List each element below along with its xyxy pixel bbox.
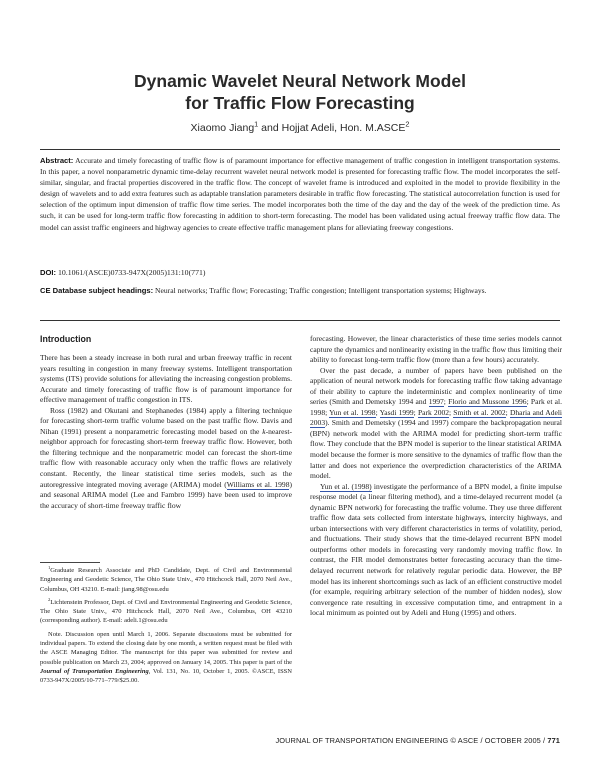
note-text-a: Note. Discussion open until March 1, 2006. Separate discussions must be submitted for individual papers. To extend the closing date by one month, a written request must be filed with the ASCE Managing Editor. The manuscript for this paper was submitted for review and possible publication on March 23, 2004; approved on January 14, 2005. This paper is part of the [40, 630, 292, 666]
intro-paragraph-4 [310, 366, 562, 482]
intro-p2-k: k [262, 426, 266, 436]
citation-link[interactable]: Yasdi 1999 [379, 407, 414, 417]
footer-journal: JOURNAL OF TRANSPORTATION ENGINEERING © ASCE / OCTOBER 2005 / [275, 736, 548, 745]
footnote-1 [40, 566, 292, 594]
intro-p2-text-b: -nearest-neighbor approach for forecasting short-term freeway traffic flow. However, both the filtering technique and the nonparametric model can forecast the short-time traffic flow with reasonable accuracy only when the traffic flows are relatively constant. Recently, the linear statistical time series models, such as the autoregressive integrated moving average (ARIMA) model ( [40, 426, 292, 489]
citation-link[interactable]: Smith et al. 2002 [453, 407, 506, 417]
separator: ; Park et al. 1998; [310, 397, 563, 417]
separator: ; [505, 407, 510, 417]
intro-paragraph-2 [40, 406, 292, 511]
citation-link[interactable]: Williams et al. 1998 [226, 479, 290, 489]
separator: ; [443, 397, 449, 407]
intro-paragraph-5 [310, 482, 562, 619]
author-2-affil: 2 [405, 119, 410, 129]
intro-paragraph-1: There has been a steady increase in both rural and urban freeway traffic in recent years resulting in congestion in many freeway systems. Intelligent transportation systems (ITS) provide solutions for alleviating the increasing congestion problems. Accurate and timely forecasting of traffic flow is of paramount importance for effective management of traffic congestion in ITS. [40, 353, 292, 405]
subject-headings-label: CE Database subject headings: [40, 286, 154, 295]
separator: ; [413, 407, 418, 417]
bottom-rule [40, 320, 560, 321]
footnote-rule [40, 562, 100, 563]
footnotes [40, 566, 292, 686]
abstract-label: Abstract: [40, 156, 74, 165]
page-footer [275, 736, 560, 745]
doi-line [40, 267, 560, 278]
citation-link[interactable]: Yun et al. 1998 [329, 407, 376, 417]
left-column [40, 353, 292, 511]
subject-headings [40, 285, 560, 296]
doi-value: 10.1061/(ASCE)0733-947X(2005)131:10(771) [57, 268, 206, 277]
discussion-note [40, 630, 292, 686]
top-rule [40, 149, 560, 150]
title-line-2: for Traffic Flow Forecasting [185, 93, 415, 113]
subject-headings-text: Neural networks; Traffic flow; Forecasting; Traffic congestion; Intelligent transportation systems; Highways. [155, 286, 487, 295]
intro-p5-text: investigate the performance of a BPN model, a finite impulse response model (a linear filtering method), and a time-delayed recurrent model (a dynamic BPN network) for forecasting the traffic volume. They use three different traffic flow data sets collected from interstate highways, intercity highways, and urban intersections with very different characteristics in terms of volatility, period, and fluctuations. Their study shows that the time-delayed recurrent BPN model outperforms other models in forecasting very randomly moving traffic flow. In contrast, the FIR model demonstrates better forecasting accuracy than the time-delayed recurrent network for relatively regular periodic data. However, the BP model has its inherent shortcomings such as lack of an efficient constructive model (for example, requiring arbitrary selection of the number of hidden nodes), slow convergence rate resulting in excessive computation time, and entrapment in a local minimum as pointed out by Adeli and Hung (1995) and others. [310, 481, 562, 618]
citation-link[interactable]: Florio and Mussone 1996 [448, 397, 527, 407]
footnote-1-text: Graduate Research Associate and PhD Candidate, Dept. of Civil and Environmental Engineering and Geodetic Science, The Ohio State Univ., 470 Hitchcock Hall, 2070 Neil Ave., Columbus, OH 43210. E-mail: jiang.98@osu.edu [40, 567, 292, 593]
footnote-2 [40, 598, 292, 626]
citation-link[interactable]: 1997 [428, 397, 444, 407]
intro-p4-text-a: Over the past decade, a number of papers have been published on the application of neural network models for forecasting traffic flow taking advantage of their ability to capture the indeterministic and complex nonlinearity of time series (Smith and Demetsky 1994 and [310, 365, 562, 407]
intro-p2-text-a: Ross (1982) and Okutani and Stephanedes (1984) apply a filtering technique for forecasting short-term traffic volume based on the past traffic flow. Davis and Nihan (1991) present a nonparametric forecasting model based on the [40, 405, 292, 436]
page-number: 771 [547, 736, 560, 745]
doi-label: DOI: [40, 268, 57, 277]
intro-paragraph-3: forecasting. However, the linear characteristics of these time series models cannot capture the dynamics and nonlinearity existing in the traffic flow thus limiting their ability to forecast long-term traffic flow (more than a few hours) accurately. [310, 334, 562, 365]
paper-title [30, 70, 570, 114]
footnote-2-text: Lichtenstein Professor, Dept. of Civil and Environmental Engineering and Geodetic Science, The Ohio State Univ., 470 Hitchcock Hall, 2070 Neil Ave., Columbus, OH 43210 (corresponding author). E-mail: adeli.1@osu.edu [40, 598, 292, 625]
footnote-2-marker: 2 [48, 596, 51, 602]
abstract [40, 155, 560, 233]
author-1: Xiaomo Jiang [190, 122, 255, 134]
author-1-affil: 1 [254, 119, 259, 129]
title-line-1: Dynamic Wavelet Neural Network Model [134, 71, 466, 91]
intro-p2-text-c: ) and seasonal ARIMA model (Lee and Fambro 1999) have been used to improve the accuracy of short-time freeway traffic flow [40, 479, 292, 510]
citation-link[interactable]: Dharia and Adeli 2003 [310, 407, 563, 428]
separator: ; [375, 407, 380, 417]
note-journal: Journal of Transportation Engineering [40, 667, 149, 675]
right-column [310, 334, 562, 619]
author-line [30, 119, 570, 134]
note-text-b: , Vol. 131, No. 10, October 1, 2005. ©ASCE, ISSN 0733-947X/2005/10-771–779/$25.00. [40, 667, 292, 685]
section-heading-introduction: Introduction [40, 334, 92, 344]
citation-link[interactable]: Park 2002 [417, 407, 450, 417]
citation-link[interactable]: Yun et al. (1998) [320, 481, 372, 491]
author-2: and Hojjat Adeli, Hon. M.ASCE [258, 122, 406, 134]
separator: ; [449, 407, 454, 417]
abstract-text: Accurate and timely forecasting of traffic flow is of paramount importance for effective management of traffic congestion in intelligent transportation systems. In this paper, a novel nonparametric dynamic time-delay recurrent wavelet neural network model is presented for forecasting traffic flow. The model incorporates the self-similar, singular, and fractal properties discovered in the traffic flow. The concept of wavelet frame is introduced and exploited in the model to provide flexibility in the design of wavelets and to add extra features such as adaptable translation parameters desirable in traffic flow forecasting. The statistical autocorrelation function is used for selection of the optimum input dimension of traffic flow time series. The model incorporates both the time of the day and the day of the week of the prediction time. As such, it can be used for long-term traffic flow forecasting in addition to short-term forecasting. The model has been validated using actual freeway traffic flow data. The model can assist traffic engineers and highway agencies to create effective traffic management plans for alleviating freeway congestions. [40, 156, 560, 232]
footnote-1-marker: 1 [48, 564, 51, 570]
intro-p4-text-b: ). Smith and Demetsky (1994 and 1997) compare the backpropagation neural (BPN) network model with the ARIMA model for predicting short-term traffic flow. They conclude that the BPN model is superior to the linear statistical ARIMA model because the former is more sensitive to the dynamics of traffic flow than the latter and does not experience the overprediction characteristics of the ARIMA model. [310, 418, 562, 481]
